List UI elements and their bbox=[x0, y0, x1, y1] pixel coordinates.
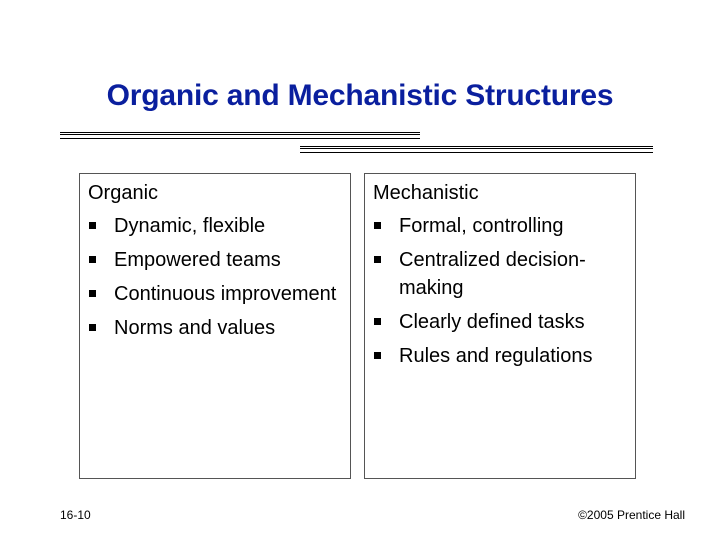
page-number: 16-10 bbox=[60, 508, 91, 522]
bullet-square-icon bbox=[89, 290, 96, 297]
list-item bbox=[88, 280, 346, 308]
list-item-text: Dynamic, flexible bbox=[114, 215, 266, 237]
bullet-square-icon bbox=[89, 222, 96, 229]
list-item bbox=[88, 212, 346, 240]
mechanistic-box bbox=[364, 173, 636, 479]
bullet-square-icon bbox=[374, 256, 381, 263]
list-item-text: Formal, controlling bbox=[399, 215, 564, 237]
list-item bbox=[373, 246, 631, 302]
bullet-square-icon bbox=[374, 318, 381, 325]
slide-title: Organic and Mechanistic Structures bbox=[106, 79, 614, 112]
list-item bbox=[373, 212, 631, 240]
list-item-text: Norms and values bbox=[114, 317, 276, 339]
list-item bbox=[373, 342, 631, 370]
title-rule-lower bbox=[300, 146, 653, 153]
list-item-text: Rules and regulations bbox=[399, 345, 593, 367]
list-item bbox=[88, 314, 346, 342]
list-item-text: Continuous improvement bbox=[114, 283, 337, 305]
bullet-square-icon bbox=[89, 256, 96, 263]
organic-list bbox=[88, 212, 346, 348]
list-item-text: Centralized decision-making bbox=[399, 249, 586, 299]
list-item bbox=[373, 308, 631, 336]
organic-box bbox=[79, 173, 351, 479]
organic-heading: Organic bbox=[88, 182, 159, 204]
list-item bbox=[88, 246, 346, 274]
list-item-text: Clearly defined tasks bbox=[399, 311, 585, 333]
bullet-square-icon bbox=[89, 324, 96, 331]
mechanistic-list bbox=[373, 212, 631, 376]
bullet-square-icon bbox=[374, 222, 381, 229]
title-rule-upper bbox=[60, 132, 420, 139]
mechanistic-heading: Mechanistic bbox=[373, 182, 479, 204]
list-item-text: Empowered teams bbox=[114, 249, 281, 271]
copyright-notice: ©2005 Prentice Hall bbox=[578, 508, 685, 522]
bullet-square-icon bbox=[374, 352, 381, 359]
